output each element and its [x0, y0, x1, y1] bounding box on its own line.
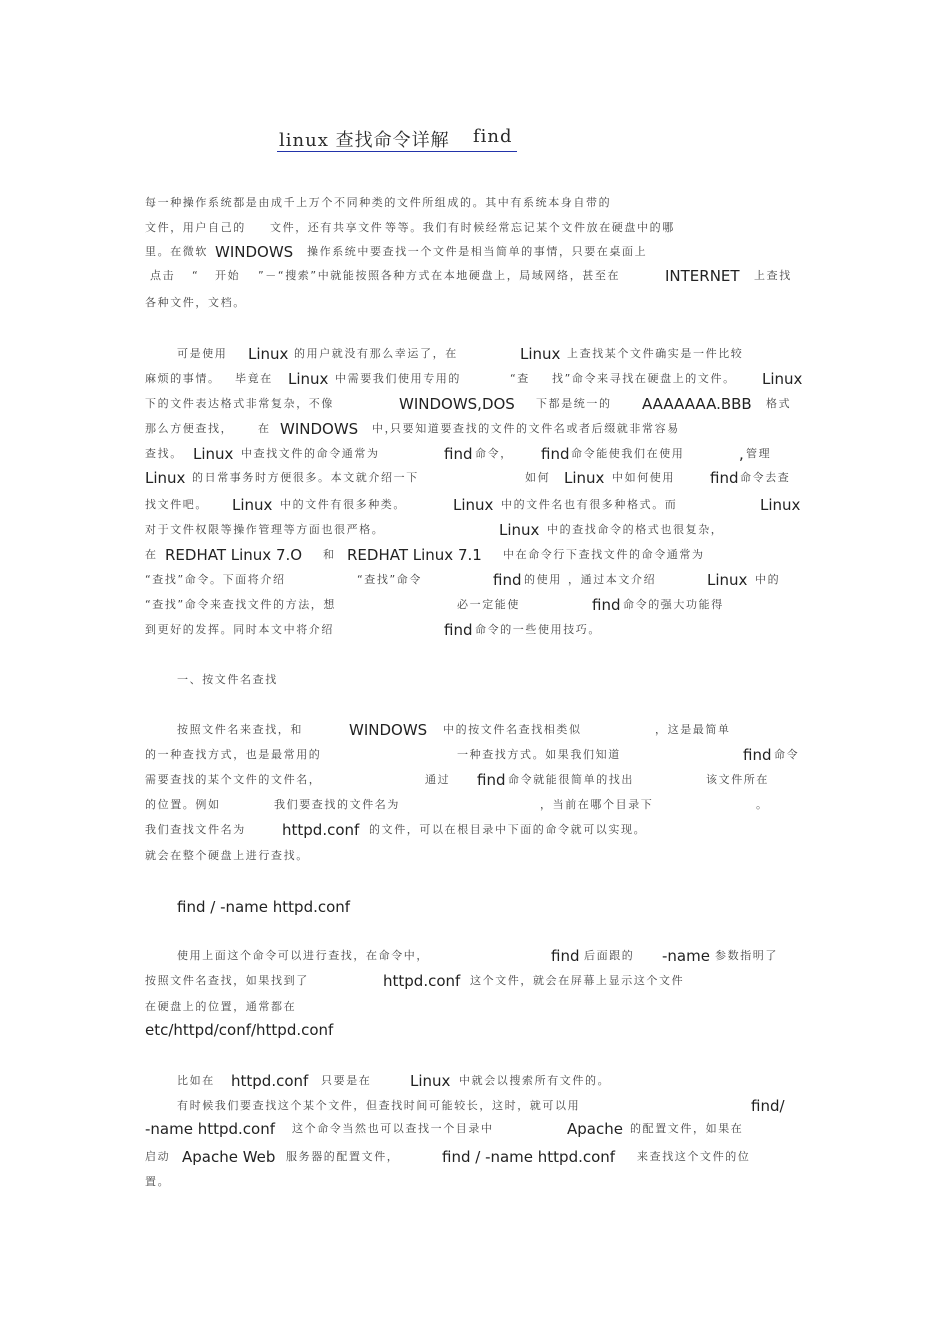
text-segment: “查找”命令。下面将介绍	[145, 573, 286, 586]
text-segment: 中的文件名也有很多种格式。而	[501, 498, 678, 511]
text-segment: ,	[739, 445, 744, 463]
text-segment: find	[743, 746, 772, 764]
text-segment: 命令能使我们在使用	[571, 447, 685, 460]
text-segment: find	[477, 771, 506, 789]
text-segment: Linux	[760, 496, 801, 514]
text-segment: Linux	[288, 370, 329, 388]
text-segment: ，通过本文介绍	[568, 573, 657, 586]
text-segment: find	[551, 947, 580, 965]
text-segment: -name	[662, 947, 710, 965]
text-segment: 中查找文件的命令通常为	[241, 447, 380, 460]
text-segment: 的文件，可以在根目录中下面的命令就可以实现。	[369, 823, 647, 836]
text-segment: httpd.conf	[282, 821, 360, 839]
text-segment: 通过	[425, 773, 451, 786]
text-segment: 命令，	[475, 447, 513, 460]
text-segment: 中在命令行下查找文件的命令通常为	[503, 548, 705, 561]
title-text: linux 查找命令详解	[279, 130, 450, 151]
text-segment: 如何	[525, 471, 551, 484]
text-segment: 点击	[150, 269, 176, 282]
text-segment: “查找”命令来查找文件的方法，想	[145, 598, 336, 611]
text-segment: WINDOWS,DOS	[399, 395, 515, 413]
text-segment: 只要知道要查找的文件的文件名或者后缀就非常容易	[390, 422, 680, 435]
text-segment: 可是使用	[177, 347, 228, 360]
text-segment: 管理	[746, 447, 772, 460]
text-segment: 找”命令来寻找在硬盘上的文件。	[552, 372, 736, 385]
text-segment: 麻烦的事情。	[145, 372, 221, 385]
text-segment: 中的按文件名查找相类似	[443, 723, 582, 736]
text-segment: Linux	[145, 469, 186, 487]
text-segment: Linux	[564, 469, 605, 487]
text-segment: 我们查找文件名为	[145, 823, 246, 836]
text-segment: 毕竟在	[235, 372, 273, 385]
text-segment: 后面跟的	[584, 949, 635, 962]
text-segment: 格式	[766, 397, 792, 410]
text-segment: REDHAT Linux 7.1	[347, 546, 482, 564]
text-segment: 里。在微软	[145, 245, 208, 258]
text-segment: “	[192, 269, 200, 282]
text-segment: 中的	[755, 573, 781, 586]
text-segment: 。	[756, 798, 769, 811]
text-segment: “查	[510, 372, 530, 385]
text-segment: Apache	[567, 1120, 623, 1138]
text-segment: httpd.conf	[231, 1072, 309, 1090]
text-segment: 中如何使用	[612, 471, 675, 484]
text-segment: Linux	[232, 496, 273, 514]
text-segment: 在硬盘上的位置，通常都在	[145, 1000, 297, 1013]
text-segment: -name httpd.conf	[145, 1120, 276, 1138]
text-segment: 比如在	[177, 1074, 215, 1087]
text-segment: 操作系统中要查找一个文件是相当简单的事情，只要在桌面上	[307, 245, 648, 258]
text-segment: 那么方便查找，	[145, 422, 234, 435]
text-segment: 上查找	[754, 269, 792, 282]
text-segment: 中需要我们使用专用的	[335, 372, 461, 385]
text-segment: 命令就能很简单的找出	[508, 773, 634, 786]
text-segment: AAAAAAA.BBB	[642, 395, 752, 413]
text-segment: 必一定能使	[457, 598, 520, 611]
text-segment: 启动	[145, 1150, 171, 1163]
text-segment: 命令	[774, 748, 800, 761]
text-segment: 我们要查找的文件名为	[274, 798, 400, 811]
text-segment: 命令的一些使用技巧。	[475, 623, 601, 636]
text-segment: 按照文件名查找，如果找到了	[145, 974, 309, 987]
text-segment: 服务器的配置文件，	[286, 1150, 400, 1163]
text-segment: 的一种查找方式，也是最常用的	[145, 748, 322, 761]
text-segment: 有时候我们要查找这个某个文件，但查找时间可能较长，这时，就可以用	[177, 1099, 581, 1112]
text-segment: Linux	[499, 521, 540, 539]
text-segment: 命令去查	[740, 471, 791, 484]
text-segment: Linux	[193, 445, 234, 463]
text-segment: 在	[258, 422, 271, 435]
text-segment: etc/httpd/conf/httpd.conf	[145, 1021, 334, 1039]
text-segment: Linux	[707, 571, 748, 589]
text-segment: WINDOWS	[349, 721, 428, 739]
text-segment: 下都是统一的	[536, 397, 612, 410]
text-segment: find / -name httpd.conf	[442, 1148, 616, 1166]
text-segment: 的配置文件，如果在	[630, 1122, 744, 1135]
text-segment: “查找”命令	[357, 573, 422, 586]
text-segment: ，当前在哪个目录下	[540, 798, 654, 811]
text-segment: find	[710, 469, 739, 487]
text-segment: find	[493, 571, 522, 589]
text-segment: find	[444, 445, 473, 463]
text-segment: WINDOWS	[280, 420, 359, 438]
text-segment: 一种查找方式。如果我们知道	[457, 748, 621, 761]
text-segment: 中就会以搜索所有文件的。	[459, 1074, 611, 1087]
text-segment: 置。	[145, 1175, 171, 1188]
text-segment: 的使用	[524, 573, 562, 586]
text-segment: 和	[323, 548, 336, 561]
text-segment: 中，	[372, 422, 398, 435]
title-keyword: find	[473, 126, 513, 147]
text-segment: 文件，用户自己的	[145, 221, 246, 234]
text-segment: ，这是最简单	[655, 723, 731, 736]
text-segment: ”－“搜索”中就能按照各种方式在本地硬盘上，局域网络，甚至在	[258, 269, 621, 282]
text-segment: REDHAT Linux 7.O	[165, 546, 303, 564]
text-segment: 每一种操作系统都是由成千上万个不同种类的文件所组成的。其中有系统本身自带的	[145, 196, 612, 209]
text-segment: find	[444, 621, 473, 639]
text-segment: Apache Web	[182, 1148, 276, 1166]
text-segment: Linux	[453, 496, 494, 514]
text-segment: 上查找某个文件确实是一件比较	[567, 347, 744, 360]
text-segment: Linux	[410, 1072, 451, 1090]
text-segment: 的日常事务时方便很多。本文就介绍一下	[192, 471, 419, 484]
text-segment: Linux	[762, 370, 803, 388]
text-segment: 按照文件名来查找，和	[177, 723, 303, 736]
text-segment: 这个命令当然也可以查找一个目录中	[292, 1122, 494, 1135]
text-segment: 对于文件权限等操作管理等方面也很严格。	[145, 523, 385, 536]
text-segment: 该文件所在	[706, 773, 769, 786]
text-segment: 找文件吧。	[145, 498, 208, 511]
text-segment: 参数指明了	[715, 949, 778, 962]
text-segment: 开始	[215, 269, 241, 282]
text-segment: 一、按文件名查找	[177, 673, 278, 686]
text-segment: 来查找这个文件的位	[637, 1150, 751, 1163]
text-segment: Linux	[248, 345, 289, 363]
text-segment: 等等。我们有时候经常忘记某个文件放在硬盘中的哪	[385, 221, 675, 234]
text-segment: 文件，还有共享文件	[270, 221, 384, 234]
text-segment: 需要查找的某个文件的文件名，	[145, 773, 322, 786]
text-segment: 到更好的发挥。同时本文中将介绍	[145, 623, 334, 636]
text-segment: WINDOWS	[215, 243, 294, 261]
text-segment: httpd.conf	[383, 972, 461, 990]
text-segment: 查找。	[145, 447, 183, 460]
text-segment: 在	[145, 548, 158, 561]
text-segment: 下的文件表达格式非常复杂，不像	[145, 397, 334, 410]
text-segment: 各种文件，文档。	[145, 296, 246, 309]
text-segment: 的用户就没有那么幸运了，在	[294, 347, 458, 360]
text-segment: 中的文件有很多种类。	[280, 498, 406, 511]
text-segment: find / -name httpd.conf	[177, 898, 351, 916]
text-segment: find	[541, 445, 570, 463]
text-segment: 只要是在	[321, 1074, 372, 1087]
document-title	[277, 124, 517, 152]
text-segment: 的位置。例如	[145, 798, 221, 811]
text-segment: 这个文件，就会在屏幕上显示这个文件	[470, 974, 685, 987]
text-segment: 命令的强大功能得	[623, 598, 724, 611]
text-segment: 就会在整个硬盘上进行查找。	[145, 849, 309, 862]
text-segment: find/	[751, 1097, 785, 1115]
text-segment: find	[592, 596, 621, 614]
text-segment: 使用上面这个命令可以进行查找，在命令中，	[177, 949, 429, 962]
text-segment: 中的查找命令的格式也很复杂，	[547, 523, 724, 536]
text-segment: INTERNET	[665, 267, 740, 285]
text-segment: Linux	[520, 345, 561, 363]
